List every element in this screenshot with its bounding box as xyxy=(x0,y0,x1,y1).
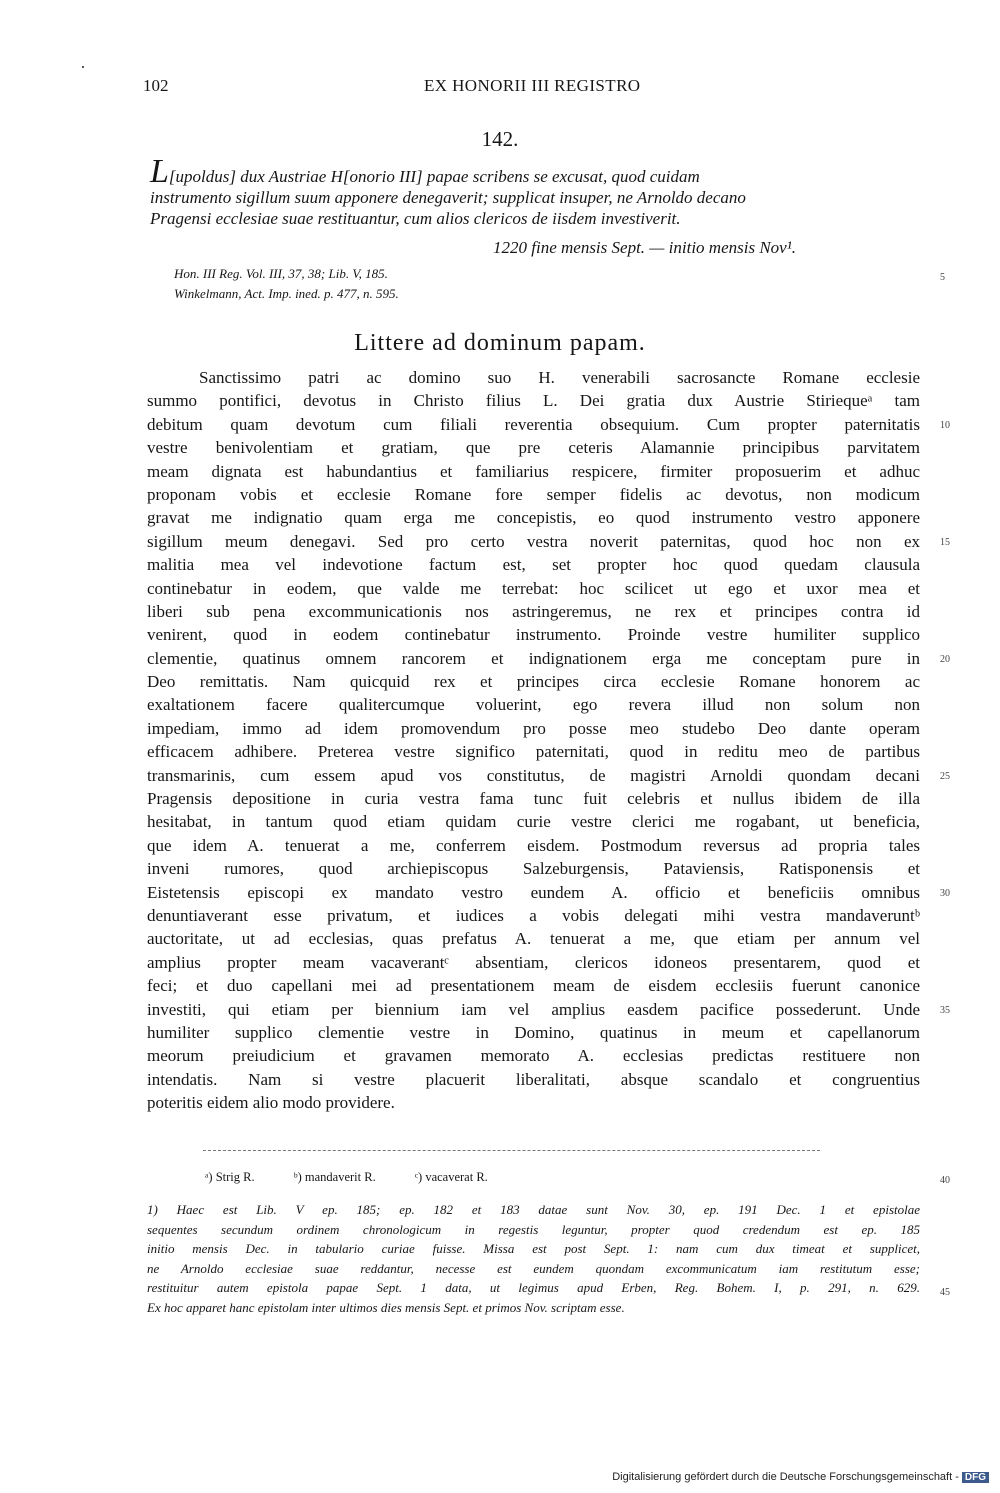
body-line: Sanctissimo patri ac domino suo H. venerabili sacrosancte Romane ecclesie xyxy=(199,368,920,387)
body-line: meam dignata est habundantius et familiarius respicere, firmiter proposuerim et adhuc xyxy=(147,461,920,481)
digitization-credit xyxy=(612,1471,989,1483)
body-line: impediam, immo ad idem promovendum pro posse meo studebo Deo dante operam xyxy=(147,718,920,738)
date-line: 1220 fine mensis Sept. — initio mensis Nov¹. xyxy=(493,238,797,257)
body-line: amplius propter meam vacaverantᶜ absentiam, clericos idoneos presentarem, quod et xyxy=(147,952,920,972)
footnote-line: restituitur autem epistola papae Sept. 1 data, ut legimus apud Erben, Reg. Bohem. I, p. 291, n. 629. xyxy=(147,1280,920,1295)
footnote-line: Ex hoc apparet hanc epistolam inter ultimos dies mensis Sept. et primos Nov. scriptam esse. xyxy=(147,1299,625,1315)
page-number: 102 xyxy=(143,76,169,95)
document-number: 142. xyxy=(481,127,519,151)
margin-line-number: 40 xyxy=(940,1175,950,1186)
summary-line: instrumento sigillum suum apponere denegaverit; supplicat insuper, ne Arnoldo decano xyxy=(150,188,746,207)
body-line: humiliter supplico clementie vestre in Domino, quatinus in meum et capellanorum xyxy=(147,1022,920,1042)
footnote-line: sequentes secundum ordinem chronologicum in regestis leguntur, propter quod credendum est ep. 185 xyxy=(147,1221,920,1237)
footnote-line: 1) Haec est Lib. V ep. 185; ep. 182 et 183 datae sunt Nov. 30, ep. 191 Dec. 1 et epistolae xyxy=(147,1202,920,1217)
credit-text: Digitalisierung gefördert durch die Deutsche Forschungsgemeinschaft - xyxy=(612,1471,959,1483)
summary-line: [upoldus] dux Austriae H[onorio III] papae scribens se excusat, quod cuidam xyxy=(168,167,700,186)
margin-line-number: 10 xyxy=(940,419,950,431)
variant-notes xyxy=(205,1170,524,1185)
variant-note: ᵃ) Strig R. xyxy=(205,1170,255,1184)
body-line: liberi sub pena excommunicationis nos astringeremus, ne rex et principes contra id xyxy=(147,601,920,621)
body-line: clementie, quatinus omnem rancorem et indignationem erga me conceptam pure in xyxy=(147,648,920,668)
body-line: vestre benivolentiam et gratiam, que pre ceteris Alamannie principibus parvitatem xyxy=(147,438,920,458)
footnote-separator xyxy=(203,1150,820,1151)
letter-body xyxy=(147,366,920,1115)
dfg-logo: DFG xyxy=(962,1472,989,1483)
summary-dropcap: L xyxy=(150,153,169,190)
footnote-line: initio mensis Dec. in tabulario curiae fuisse. Missa est post Sept. 1: nam cum dux timeat et supplicet, xyxy=(147,1241,920,1256)
body-line: exaltationem facere qualitercumque voluerint, ego revera illud non solum non xyxy=(147,695,920,715)
body-line: hesitabat, in tantum quod etiam quidam curie vestre clerici me rogabant, ut beneficia, xyxy=(147,812,920,832)
margin-line-number: 5 xyxy=(940,272,945,283)
summary-line: Pragensi ecclesiae suae restituantur, cum alios clericos de iisdem investiverit. xyxy=(150,209,681,228)
body-line: Deo remittatis. Nam quicquid rex et principes circa ecclesie Romane honorem ac xyxy=(147,672,920,692)
variant-note: ᶜ) vacaverat R. xyxy=(414,1170,488,1184)
body-line: sigillum meum denegavi. Sed pro certo vestra noverit paternitas, quod hoc non ex xyxy=(147,531,920,551)
body-line: meorum preiudicium et gravamen memorato A. ecclesias predictas restituere non xyxy=(147,1046,920,1066)
section-heading: Littere ad dominum papam. xyxy=(354,330,646,356)
margin-line-number: 25 xyxy=(940,770,950,782)
body-line: feci; et duo capellani mei ad presentationem meam de eisdem ecclesiis fuerunt canonice xyxy=(147,976,920,996)
body-line: malitia mea vel indevotione factum est, set propter hoc quod quedam clausula xyxy=(147,555,920,575)
margin-line-number: 35 xyxy=(940,1004,950,1016)
running-title: EX HONORII III REGISTRO xyxy=(424,76,641,95)
margin-line-number: 15 xyxy=(940,536,950,548)
margin-line-number: 30 xyxy=(940,887,950,899)
source-reference: Winkelmann, Act. Imp. ined. p. 477, n. 595. xyxy=(174,286,399,301)
body-line: summo pontifici, devotus in Christo filius L. Dei gratia dux Austrie Stiriequeᵃ tam xyxy=(147,391,920,411)
body-line: investiti, qui etiam per biennium iam vel amplius easdem pacifice possederunt. Unde xyxy=(147,999,920,1019)
body-line: gravat me indignatio quam erga me concepistis, eo quod instrumento vestro apponere xyxy=(147,508,920,528)
body-line: poteritis eidem alio modo providere. xyxy=(147,1093,395,1113)
body-line: proponam vobis et ecclesie Romane fore semper fidelis ac devotus, non modicum xyxy=(147,484,920,504)
scan-mark xyxy=(82,66,84,68)
body-line: intendatis. Nam si vestre placuerit liberalitati, absque scandalo et congruentius xyxy=(147,1069,920,1089)
body-line: transmarinis, cum essem apud vos constitutus, de magistri Arnoldi quondam decani xyxy=(147,765,920,785)
source-reference: Hon. III Reg. Vol. III, 37, 38; Lib. V, 185. xyxy=(174,266,388,281)
body-line: auctoritate, ut ad ecclesias, quas prefatus A. tenuerat a me, que etiam per annum vel xyxy=(147,929,920,949)
margin-line-number: 20 xyxy=(940,653,950,665)
body-line: denuntiaverant esse privatum, et iudices a vobis delegati mihi vestra mandaveruntᵇ xyxy=(147,905,920,925)
body-line: Pragensis depositione in curia vestra fama tunc fuit celebris et nullus ibidem de illa xyxy=(147,789,920,809)
body-line: que idem A. tenuerat a me, conferrem eisdem. Postmodum reversus ad propria tales xyxy=(147,835,920,855)
body-line: efficacem adhibere. Preterea vestre significo paternitati, quod in reditu meo de partibus xyxy=(147,742,920,762)
margin-line-number: 45 xyxy=(940,1287,950,1298)
body-line: inveni rumores, quod archiepiscopus Salzeburgensis, Pataviensis, Ratisponensis et xyxy=(147,859,920,879)
body-line: continebatur in eodem, que valde me terrebat: hoc scilicet ut ego et uxor mea et xyxy=(147,578,920,598)
body-line: debitum quam devotum cum filiali reverentia obsequium. Cum propter paternitatis xyxy=(147,414,920,434)
variant-note: ᵇ) mandaverit R. xyxy=(293,1170,376,1184)
body-line: Eistetensis episcopi ex mandato vestro eundem A. officio et beneficiis omnibus xyxy=(147,882,920,902)
body-line: venirent, quod in eodem continebatur instrumento. Proinde vestre humiliter supplico xyxy=(147,625,920,645)
footnote-line: ne Arnoldo ecclesiae suae reddantur, necesse est eundem quondam excommunicatum iam restitutum esse; xyxy=(147,1260,920,1276)
footnote xyxy=(147,1200,920,1317)
document-summary xyxy=(150,153,920,229)
